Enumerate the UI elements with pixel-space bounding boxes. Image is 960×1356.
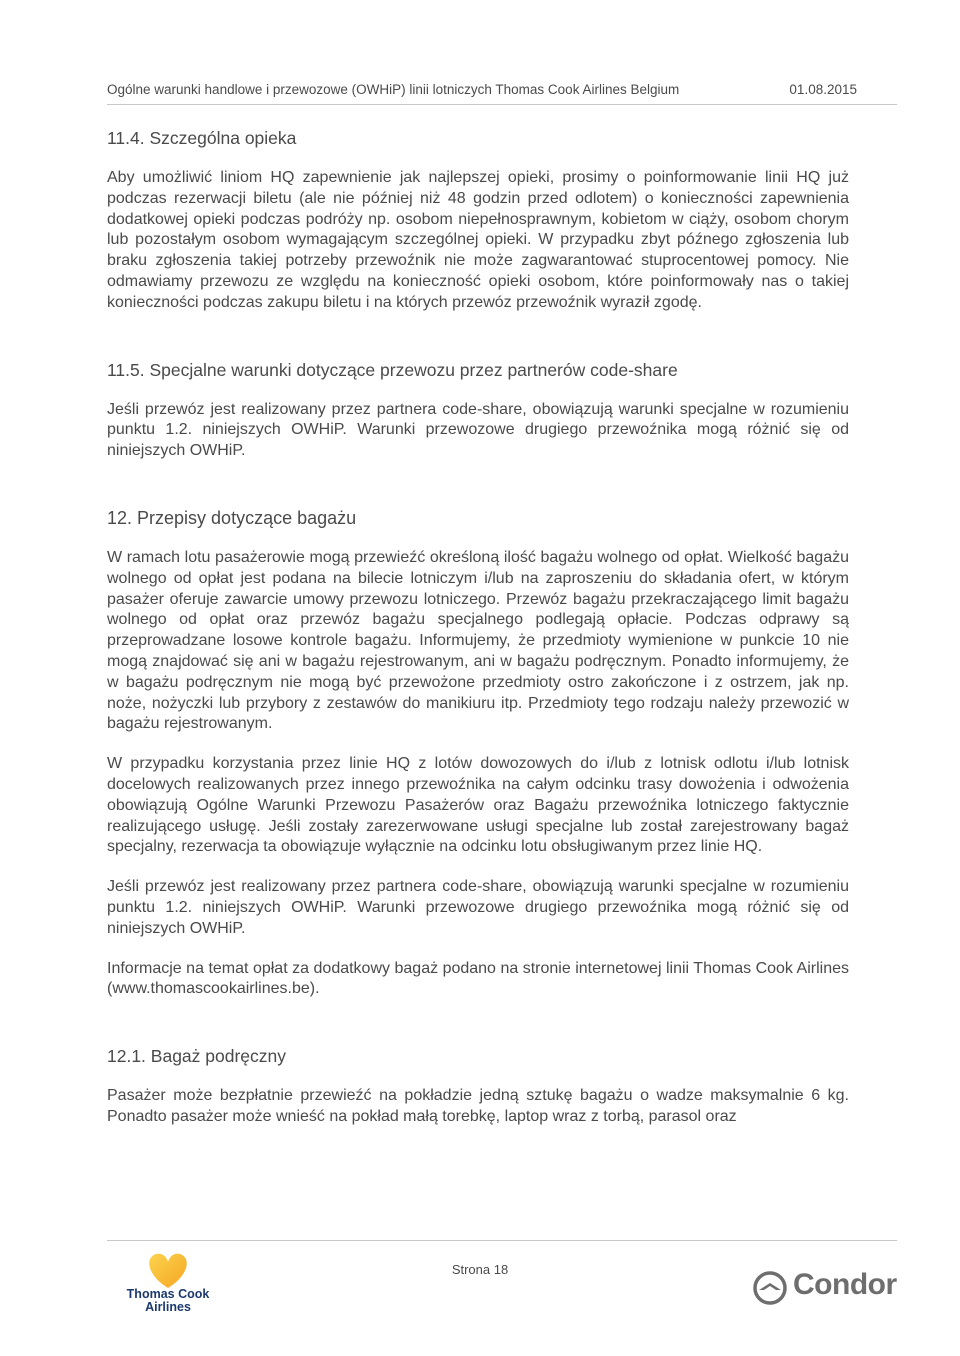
- paragraph-12-2: W przypadku korzystania przez linie HQ z lotów dowozowych do i/lub z lotnisk odlotu i/lub lotnisk docelowych realizowanych przez innego przewoźnika na całym odcinku trasy dowożenia i odwożenia obowiązują Ogólne Warunki Przewozu Pasażerów oraz Bagażu przewoźnika lotniczego faktycznie realizującego usługę. Jeśli zostały zarezerwowane usługi specjalne lub został zarejestrowany bagaż specjalny, rezerwacja ta obowiązuje wyłącznie na odcinku lotu obsługiwanym przez linie HQ.: [107, 755, 849, 856]
- section-heading-11-5: 11.5. Specjalne warunki dotyczące przewozu przez partnerów code-share: [107, 359, 678, 380]
- paragraph-12-1: W ramach lotu pasażerowie mogą przewieźć określoną ilość bagażu wolnego od opłat. Wielkość bagażu wolnego od opłat jest podana na bilecie lotniczym i/lub na zaproszeniu do składania ofert, w którym pasażer oferuje zawarcie umowy przewozu lotniczego. Przewóz bagażu przekraczającego limit bagażu wolnego od opłat oraz przewóz bagażu specjalnego podlegają opłacie. Podczas odprawy są przeprowadzane losowe kontrole bagażu. Informujemy, że przedmioty wymienione w punkcie 10 nie mogą znajdować się ani w bagażu rejestrowanym, ani w bagażu podręcznym. Ponadto informujemy, że w bagażu podręcznym nie mogą być przewożone przedmioty ostro zakończone i z ostrzem, jak np. noże, nożyczki lub przybory z zestawów do manikiuru itp. Przedmioty tego rodzaju należy przewozić w bagażu rejestrowanym.: [107, 548, 849, 733]
- section-heading-11-4: 11.4. Szczególna opieka: [107, 128, 297, 148]
- paragraph-12-3: Jeśli przewóz jest realizowany przez partnera code-share, obowiązują warunki specjalne w rozumieniu punktu 1.2. niniejszych OWHiP. Warunki przewozowe drugiego przewoźnika mogą różnić się od niniejszych OWHiP.: [107, 878, 849, 937]
- condor-logo-text: Condor: [793, 1268, 897, 1301]
- page-number: Strona 18: [451, 1262, 509, 1277]
- paragraph-12-4: Informacje na temat opłat za dodatkowy bagaż podano na stronie internetowej linii Thomas Cook Airlines (www.thomascookairlines.be).: [107, 959, 849, 998]
- footer-divider: [107, 1240, 897, 1241]
- paragraph-11-4: Aby umożliwić liniom HQ zapewnienie jak najlepszej opieki, prosimy o poinformowanie linii HQ już podczas rezerwacji biletu (ale nie później niż 48 godzin przed odlotem) o konieczności zapewnienia dodatkowej opieki podczas podróży np. osobom niepełnosprawnym, kobietom w ciąży, osobom chorym lub pozostałym osobom wymagającym szczególnej opieki. W przypadku zbyt późnego zgłoszenia lub braku zgłoszenia takiej potrzeby przewoźnik nie może zagwarantować stuprocentowej pomocy. Nie odmawiamy przewozu ze względu na konieczność opieki osobom, które poinformowały nas o takiej konieczności podczas zakupu biletu i na których przewóz przewoźnik wyraził zgodę.: [107, 169, 849, 311]
- paragraph-12-1-1: Pasażer może bezpłatnie przewieźć na pokładzie jedną sztukę bagażu o wadze maksymalnie 6 kg. Ponadto pasażer może wnieść na pokład małą torebkę, laptop wraz z torbą, parasol oraz: [107, 1087, 849, 1125]
- section-heading-12-1: 12.1. Bagaż podręczny: [107, 1046, 287, 1067]
- thomas-cook-airlines-logo: [118, 1288, 218, 1314]
- header-title: Ogólne warunki handlowe i przewozowe (OWHiP) linii lotniczych Thomas Cook Airlines Belgium: [107, 82, 680, 97]
- paragraph-11-5: Jeśli przewóz jest realizowany przez partnera code-share, obowiązują warunki specjalne w rozumieniu punktu 1.2. niniejszych OWHiP. Warunki przewozowe drugiego przewoźnika mogą różnić się od niniejszych OWHiP.: [107, 400, 849, 460]
- document-body: [107, 128, 849, 1128]
- header-date: 01.08.2015: [789, 82, 857, 97]
- section-heading-12: 12. Przepisy dotyczące bagażu: [107, 507, 357, 528]
- header-divider: [107, 104, 897, 105]
- logo-left-line1: Thomas Cook: [126, 1287, 210, 1301]
- logo-left-line2: Airlines: [145, 1300, 191, 1314]
